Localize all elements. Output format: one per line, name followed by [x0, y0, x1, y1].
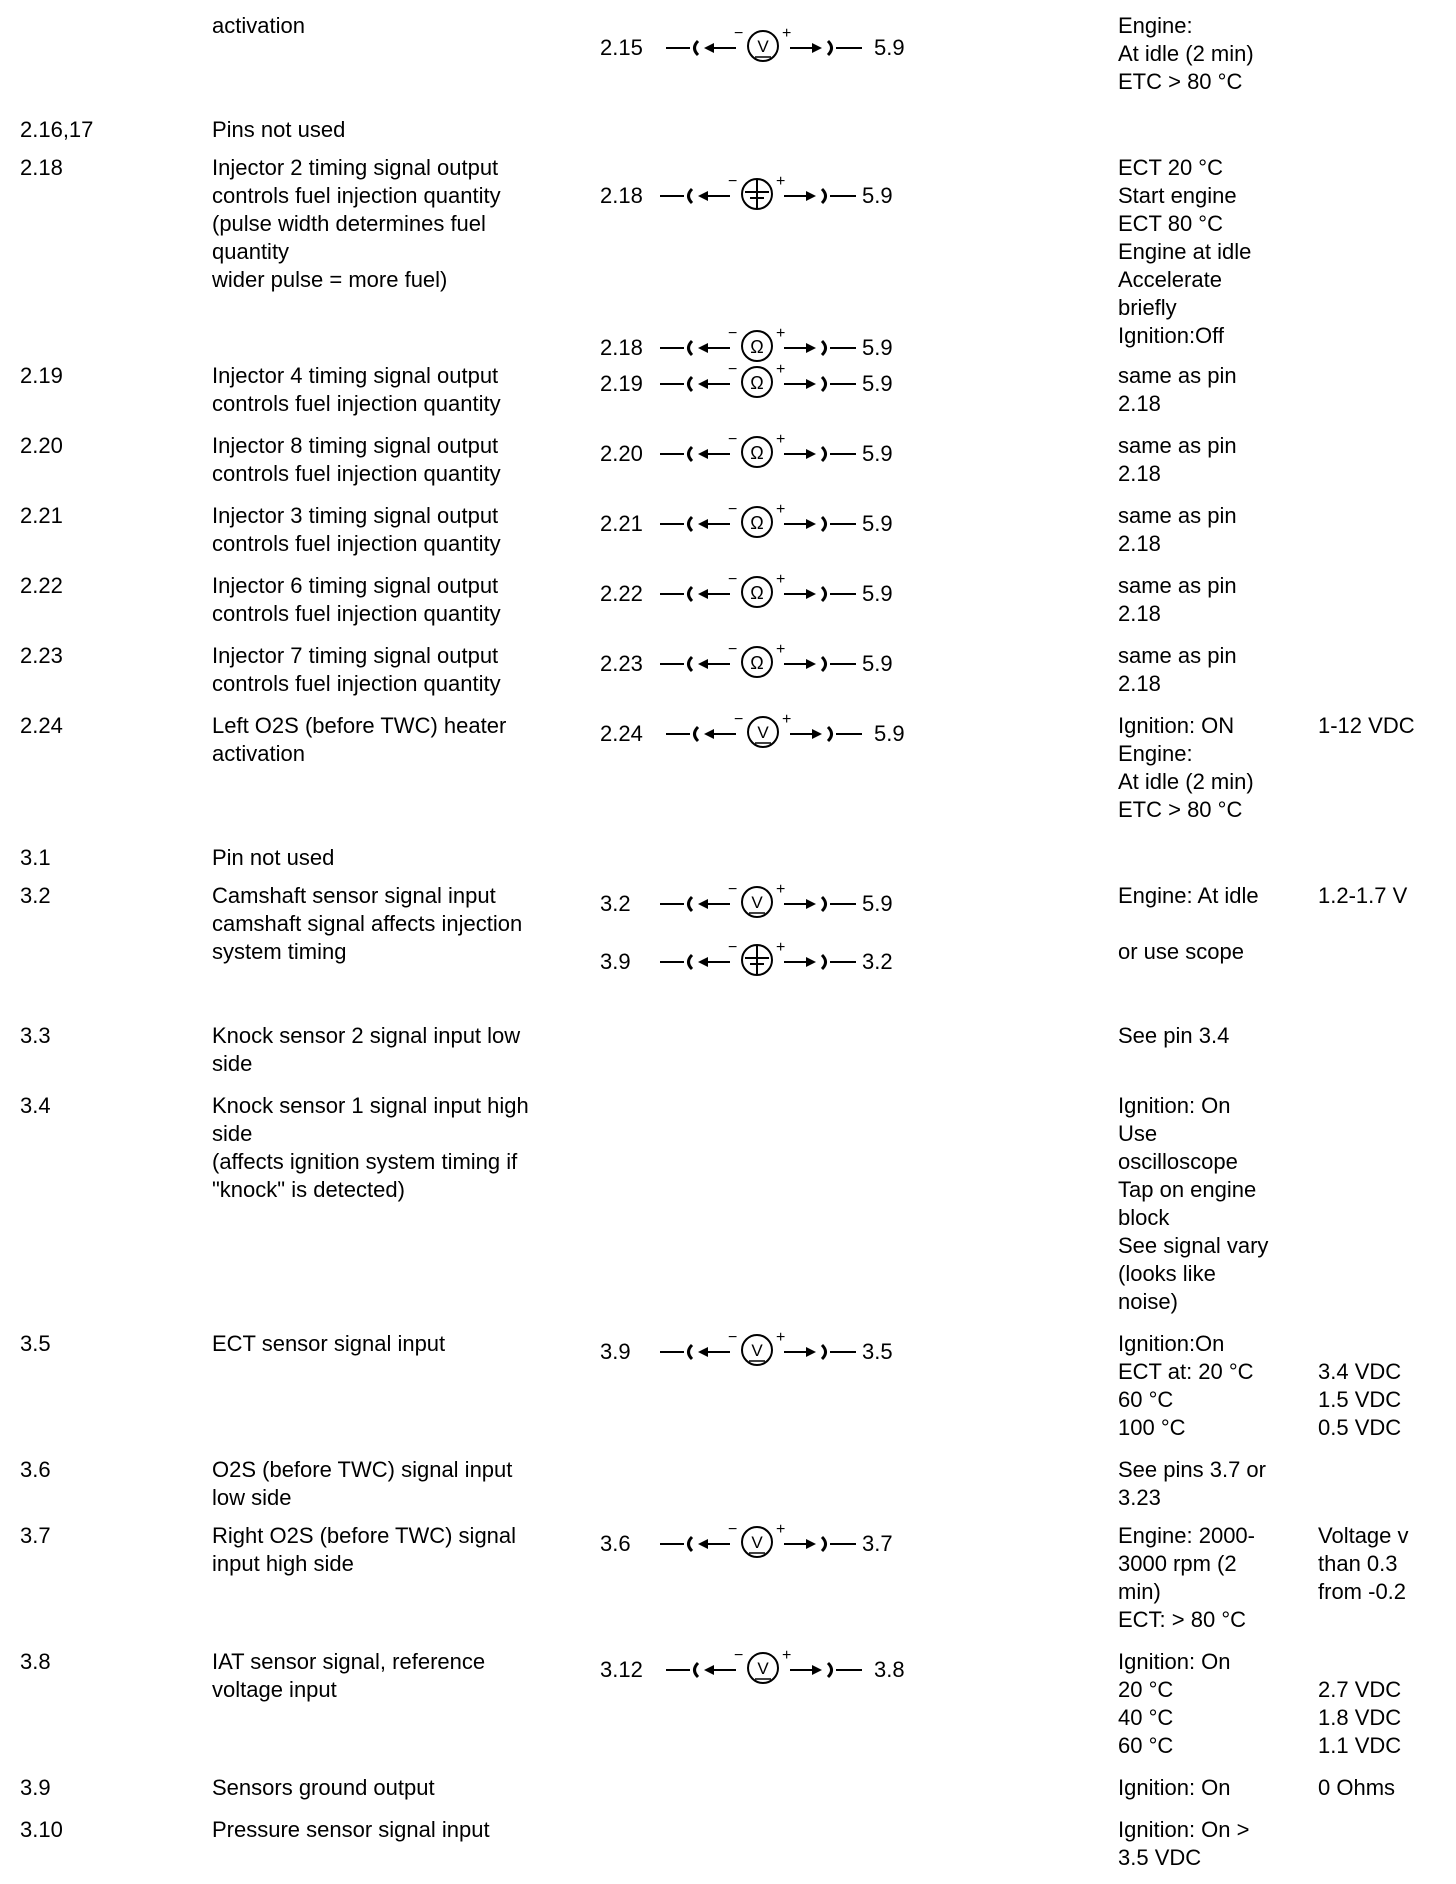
meter-to-pin: 5.9	[874, 721, 905, 746]
test-condition-line: ETC > 80 °C	[1118, 69, 1243, 94]
svg-text:+: +	[776, 940, 786, 956]
test-condition-line: Engine at idle	[1118, 239, 1252, 264]
pin-function-line: low side	[212, 1485, 292, 1510]
svg-text:+: +	[776, 502, 786, 518]
meter-connection	[600, 1522, 930, 1562]
pin-function	[212, 12, 592, 40]
nominal-value-line	[1318, 1648, 1456, 1676]
nominal-value	[1318, 712, 1456, 740]
test-condition	[1118, 572, 1308, 628]
test-condition-line: 100 °C	[1118, 1415, 1186, 1440]
svg-text:+: +	[776, 1330, 786, 1346]
test-condition-line: ECT at: 20 °C	[1118, 1359, 1254, 1384]
meter-to-pin: 5.9	[862, 511, 893, 536]
meter-to-pin: 5.9	[874, 35, 905, 60]
meter-connection	[600, 1648, 930, 1688]
pin-function	[212, 1092, 592, 1204]
meter-to-pin: 5.9	[862, 183, 893, 208]
ohm-icon	[658, 642, 858, 682]
test-condition-line: 2.18	[1118, 671, 1161, 696]
test-condition-line: same as pin	[1118, 503, 1237, 528]
pin-number: 3.5	[20, 1331, 51, 1356]
pin-function	[212, 642, 592, 698]
meter-to-pin: 5.9	[862, 335, 893, 360]
pin-number: 2.21	[20, 503, 63, 528]
pin-number: 2.23	[20, 643, 63, 668]
pin-number: 3.1	[20, 845, 51, 870]
meter-to-pin: 3.5	[862, 1339, 893, 1364]
test-condition-line: ECT 80 °C	[1118, 211, 1223, 236]
test-condition-line: See pins 3.7 or	[1118, 1457, 1266, 1482]
svg-text:−: −	[734, 712, 744, 728]
pin-function-line: controls fuel injection quantity	[212, 183, 501, 208]
svg-text:V: V	[751, 1341, 763, 1360]
test-condition-line: ETC > 80 °C	[1118, 797, 1243, 822]
pin-function	[212, 1522, 592, 1578]
pin-function	[212, 1456, 592, 1512]
pin-function	[212, 154, 592, 294]
pin-function-line: ECT sensor signal input	[212, 1331, 446, 1356]
meter-to-pin: 3.8	[874, 1657, 905, 1682]
pin-function-line: Left O2S (before TWC) heater	[212, 713, 507, 738]
ohm-icon	[658, 502, 858, 542]
test-condition-line: same as pin	[1118, 643, 1237, 668]
meter-connection	[600, 432, 930, 472]
ohm-icon	[658, 362, 858, 402]
nominal-value-line: Voltage v	[1318, 1523, 1409, 1548]
volt-icon	[664, 1648, 864, 1688]
meter-from-pin: 2.15	[600, 35, 643, 60]
nominal-value-line	[1318, 1330, 1456, 1358]
test-condition-line: or use scope	[1118, 939, 1244, 964]
nominal-value-line: 0.5 VDC	[1318, 1415, 1402, 1440]
pin-function-line: Knock sensor 1 signal input high	[212, 1093, 529, 1118]
meter-to-pin: 5.9	[862, 441, 893, 466]
test-condition-line: Start engine	[1118, 183, 1237, 208]
test-condition-line: 3.23	[1118, 1485, 1161, 1510]
test-condition-line: Ignition: On	[1118, 1649, 1231, 1674]
meter-from-pin: 2.19	[600, 371, 643, 396]
svg-text:+: +	[776, 882, 786, 898]
meter-connection	[600, 174, 930, 214]
pin-number: 3.7	[20, 1523, 51, 1548]
pin-function-line: controls fuel injection quantity	[212, 531, 501, 556]
volt-icon	[664, 26, 864, 66]
pin-function-line: activation	[212, 741, 305, 766]
pin-function-line: O2S (before TWC) signal input	[212, 1457, 513, 1482]
test-condition	[1118, 1456, 1308, 1512]
test-condition-line: 2.18	[1118, 391, 1161, 416]
pin-function	[212, 1648, 592, 1704]
pin-function	[212, 1022, 592, 1078]
meter-from-pin: 3.12	[600, 1657, 643, 1682]
pin-function-line: controls fuel injection quantity	[212, 671, 501, 696]
meter-from-pin: 3.9	[600, 949, 631, 974]
test-condition-line: Ignition:On	[1118, 1331, 1225, 1356]
nominal-value-line: 2.7 VDC	[1318, 1677, 1402, 1702]
ohm-icon	[658, 572, 858, 612]
nominal-value-line: than 0.3	[1318, 1551, 1398, 1576]
test-condition-line: Ignition: On	[1118, 1093, 1231, 1118]
svg-text:−: −	[734, 26, 744, 42]
test-condition-line: briefly	[1118, 295, 1177, 320]
pin-function-line: (affects ignition system timing if	[212, 1149, 518, 1174]
pin-function-line: system timing	[212, 939, 347, 964]
pin-function	[212, 1774, 592, 1802]
svg-text:+: +	[776, 642, 786, 658]
pin-function	[212, 116, 592, 144]
pin-function-line: Injector 3 timing signal output	[212, 503, 499, 528]
meter-to-pin: 5.9	[862, 891, 893, 916]
pin-number: 2.16,17	[20, 117, 94, 142]
svg-text:−: −	[728, 882, 738, 898]
volt-icon	[658, 1330, 858, 1370]
pin-function-line: Injector 8 timing signal output	[212, 433, 499, 458]
test-condition-line: 60 °C	[1118, 1733, 1174, 1758]
ohm-icon	[658, 432, 858, 472]
pin-function-line: voltage input	[212, 1677, 337, 1702]
pin-number: 2.24	[20, 713, 63, 738]
pin-function-line: camshaft signal affects injection	[212, 911, 523, 936]
pin-function-line: Injector 4 timing signal output	[212, 363, 499, 388]
meter-to-pin: 5.9	[862, 371, 893, 396]
test-condition-line: min)	[1118, 1579, 1161, 1604]
meter-connection	[600, 1330, 930, 1370]
test-condition	[1118, 882, 1308, 966]
pin-number: 2.19	[20, 363, 63, 388]
pin-number: 2.18	[20, 155, 63, 180]
meter-from-pin: 2.20	[600, 441, 643, 466]
test-condition-line: 20 °C	[1118, 1677, 1174, 1702]
test-condition	[1118, 502, 1308, 558]
pin-function	[212, 432, 592, 488]
svg-text:−: −	[728, 174, 738, 190]
svg-text:+: +	[782, 1648, 792, 1664]
test-condition	[1118, 642, 1308, 698]
svg-text:−: −	[728, 940, 738, 956]
meter-connection	[600, 642, 930, 682]
svg-text:Ω: Ω	[750, 373, 764, 393]
test-condition-line: noise)	[1118, 1289, 1178, 1314]
svg-text:+: +	[776, 572, 786, 588]
pin-function	[212, 502, 592, 558]
meter-to-pin: 3.7	[862, 1531, 893, 1556]
pin-number: 3.8	[20, 1649, 51, 1674]
nominal-value-line: 1.1 VDC	[1318, 1733, 1402, 1758]
test-condition-line: Accelerate	[1118, 267, 1222, 292]
svg-text:Ω: Ω	[750, 583, 764, 603]
test-condition	[1118, 362, 1308, 418]
meter-connection	[600, 712, 930, 752]
pin-function-line: Camshaft sensor signal input	[212, 883, 496, 908]
test-condition-line: (looks like	[1118, 1261, 1216, 1286]
svg-text:−: −	[728, 1522, 738, 1538]
pin-function-line: Sensors ground output	[212, 1775, 435, 1800]
nominal-value-line: 0 Ohms	[1318, 1775, 1396, 1800]
pin-number: 3.9	[20, 1775, 51, 1800]
pin-number	[20, 12, 26, 40]
volt-icon	[664, 712, 864, 752]
meter-connection	[600, 940, 930, 980]
pin-function-line: IAT sensor signal, reference	[212, 1649, 486, 1674]
svg-text:−: −	[728, 362, 738, 378]
ohm-icon	[658, 326, 858, 366]
pin-function-line: input high side	[212, 1551, 354, 1576]
meter-from-pin: 2.21	[600, 511, 643, 536]
meter-from-pin: 3.9	[600, 1339, 631, 1364]
meter-connection	[600, 882, 930, 922]
test-condition-line: same as pin	[1118, 433, 1237, 458]
meter-to-pin: 3.2	[862, 949, 893, 974]
pin-number: 3.3	[20, 1023, 51, 1048]
test-condition	[1118, 1092, 1308, 1316]
nominal-value	[1318, 1774, 1456, 1802]
svg-text:V: V	[757, 1659, 769, 1678]
nominal-value	[1318, 1330, 1456, 1442]
pin-number: 2.20	[20, 433, 63, 458]
svg-text:Ω: Ω	[750, 443, 764, 463]
test-condition-line: At idle (2 min)	[1118, 769, 1254, 794]
pin-function-line: Pressure sensor signal input	[212, 1817, 490, 1842]
pin-function-line: wider pulse = more fuel)	[212, 267, 448, 292]
test-condition	[1118, 1774, 1308, 1802]
svg-text:−: −	[728, 642, 738, 658]
pin-function-line: Knock sensor 2 signal input low	[212, 1023, 521, 1048]
meter-from-pin: 2.18	[600, 335, 643, 360]
pin-function	[212, 1816, 592, 1844]
test-condition-line: Ignition: ON	[1118, 713, 1235, 738]
test-condition	[1118, 432, 1308, 488]
ground-icon	[658, 174, 858, 214]
nominal-value	[1318, 1522, 1456, 1606]
pin-function-line: Pin not used	[212, 845, 335, 870]
pin-function-line: controls fuel injection quantity	[212, 601, 501, 626]
test-condition-line: Engine: 2000-	[1118, 1523, 1255, 1548]
meter-to-pin: 5.9	[862, 581, 893, 606]
pin-function-line: (pulse width determines fuel	[212, 211, 486, 236]
pin-function	[212, 572, 592, 628]
test-condition-line: 3000 rpm (2	[1118, 1551, 1237, 1576]
pin-function	[212, 362, 592, 418]
meter-from-pin: 2.23	[600, 651, 643, 676]
pin-function	[212, 882, 592, 966]
svg-text:−: −	[728, 502, 738, 518]
svg-text:V: V	[757, 723, 769, 742]
svg-text:+: +	[782, 712, 792, 728]
test-condition-line: Engine: At idle	[1118, 883, 1259, 908]
pin-function-line: side	[212, 1121, 253, 1146]
pin-function	[212, 1330, 592, 1358]
svg-text:+: +	[776, 326, 786, 342]
test-condition	[1118, 1022, 1308, 1050]
meter-connection	[600, 26, 930, 66]
svg-text:Ω: Ω	[750, 337, 764, 357]
test-condition-line: Engine:	[1118, 741, 1193, 766]
test-condition-line: 3.5 VDC	[1118, 1845, 1202, 1870]
meter-connection	[600, 326, 930, 366]
svg-text:−: −	[728, 326, 738, 342]
pin-function-line: Pins not used	[212, 117, 346, 142]
pin-function	[212, 712, 592, 768]
svg-text:V: V	[751, 1533, 763, 1552]
ground-icon	[658, 940, 858, 980]
test-condition-line: Tap on engine	[1118, 1177, 1257, 1202]
pin-number: 3.10	[20, 1817, 63, 1842]
test-condition	[1118, 712, 1308, 824]
test-condition	[1118, 1648, 1308, 1760]
svg-text:+: +	[776, 1522, 786, 1538]
test-condition-line: Engine:	[1118, 13, 1193, 38]
pin-function-line: Injector 6 timing signal output	[212, 573, 499, 598]
test-condition-line: Ignition: On >	[1118, 1817, 1250, 1842]
pin-function-line: controls fuel injection quantity	[212, 391, 501, 416]
pin-number: 3.4	[20, 1093, 51, 1118]
pin-function-line: side	[212, 1051, 253, 1076]
test-condition-line: At idle (2 min)	[1118, 41, 1254, 66]
svg-text:+: +	[776, 432, 786, 448]
nominal-value-line: 1.5 VDC	[1318, 1387, 1402, 1412]
meter-from-pin: 3.2	[600, 891, 631, 916]
pin-function-line: "knock" is detected)	[212, 1177, 405, 1202]
test-condition-line	[1118, 910, 1308, 938]
test-condition	[1118, 1330, 1308, 1442]
meter-connection	[600, 362, 930, 402]
svg-text:Ω: Ω	[750, 513, 764, 533]
meter-from-pin: 2.24	[600, 721, 643, 746]
pin-number: 3.6	[20, 1457, 51, 1482]
svg-text:V: V	[751, 893, 763, 912]
test-condition-line: same as pin	[1118, 573, 1237, 598]
test-condition-line: oscilloscope	[1118, 1149, 1238, 1174]
test-condition	[1118, 12, 1308, 96]
meter-to-pin: 5.9	[862, 651, 893, 676]
test-condition-line: 2.18	[1118, 461, 1161, 486]
nominal-value	[1318, 1648, 1456, 1760]
nominal-value-line: 3.4 VDC	[1318, 1359, 1402, 1384]
nominal-value-line: 1.8 VDC	[1318, 1705, 1402, 1730]
nominal-value-line: from -0.2	[1318, 1579, 1407, 1604]
meter-from-pin: 2.22	[600, 581, 643, 606]
pin-function-line: activation	[212, 13, 305, 38]
volt-icon	[658, 882, 858, 922]
pin-function-line: Injector 2 timing signal output	[212, 155, 499, 180]
test-condition-line: Use	[1118, 1121, 1158, 1146]
test-condition-line: Ignition: On	[1118, 1775, 1231, 1800]
test-condition-line: block	[1118, 1205, 1170, 1230]
pin-number: 2.22	[20, 573, 63, 598]
svg-text:+: +	[776, 362, 786, 378]
test-condition-line: 2.18	[1118, 531, 1161, 556]
meter-connection	[600, 502, 930, 542]
meter-from-pin: 2.18	[600, 183, 643, 208]
svg-text:−: −	[728, 572, 738, 588]
pin-function	[212, 844, 592, 872]
test-condition	[1118, 1816, 1308, 1872]
test-condition	[1118, 1522, 1308, 1634]
test-condition-line: 40 °C	[1118, 1705, 1174, 1730]
nominal-value-line: 1-12 VDC	[1318, 713, 1415, 738]
test-condition-line: Ignition:Off	[1118, 323, 1224, 348]
pin-function-line: controls fuel injection quantity	[212, 461, 501, 486]
meter-connection	[600, 572, 930, 612]
test-condition-line: 2.18	[1118, 601, 1161, 626]
test-condition-line: same as pin	[1118, 363, 1237, 388]
pin-function-line: Injector 7 timing signal output	[212, 643, 499, 668]
test-condition-line: ECT 20 °C	[1118, 155, 1223, 180]
pin-function-line: quantity	[212, 239, 290, 264]
pin-number: 3.2	[20, 883, 51, 908]
test-condition-line: See signal vary	[1118, 1233, 1269, 1258]
test-condition-line: See pin 3.4	[1118, 1023, 1230, 1048]
test-condition-line: ECT: > 80 °C	[1118, 1607, 1247, 1632]
svg-text:Ω: Ω	[750, 653, 764, 673]
svg-text:+: +	[776, 174, 786, 190]
pin-function-line: Right O2S (before TWC) signal	[212, 1523, 517, 1548]
svg-text:+: +	[782, 26, 792, 42]
svg-text:−: −	[728, 1330, 738, 1346]
meter-from-pin: 3.6	[600, 1531, 631, 1556]
svg-text:V: V	[757, 37, 769, 56]
volt-icon	[658, 1522, 858, 1562]
test-condition	[1118, 154, 1308, 350]
test-condition-line: 60 °C	[1118, 1387, 1174, 1412]
nominal-value	[1318, 882, 1456, 910]
nominal-value-line: 1.2-1.7 V	[1318, 883, 1408, 908]
svg-text:−: −	[728, 432, 738, 448]
svg-text:−: −	[734, 1648, 744, 1664]
